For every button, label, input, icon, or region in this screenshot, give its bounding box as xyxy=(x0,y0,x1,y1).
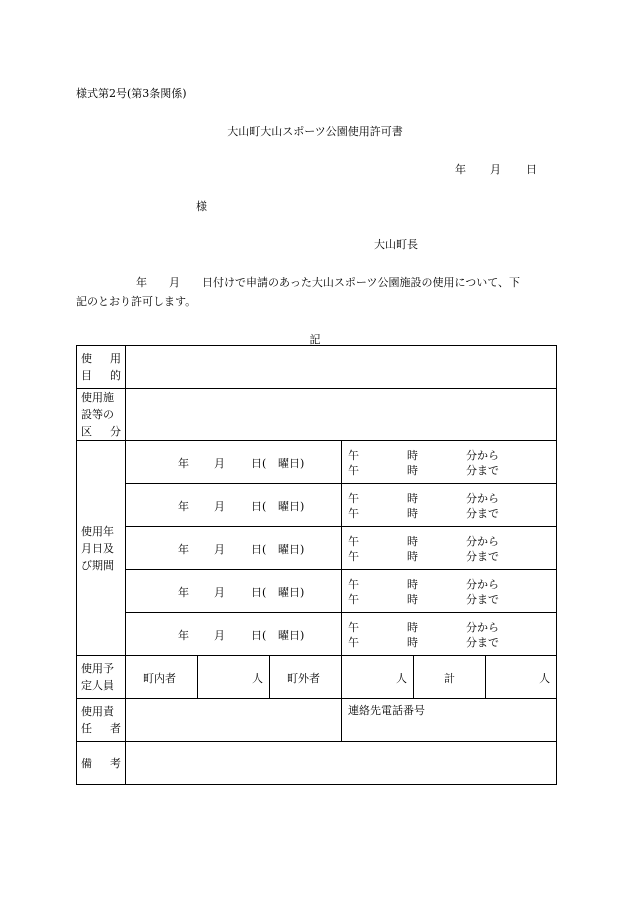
period-row xyxy=(77,441,557,484)
facility-label: 使用施 設等の 区 分 xyxy=(77,389,126,441)
period-date-cell[interactable]: 年 月 日( 曜日) xyxy=(126,527,342,570)
issue-date-day: 日 xyxy=(526,163,537,176)
in-town-label: 町内者 xyxy=(126,656,198,699)
statement-year: 年 xyxy=(136,276,147,289)
remarks-label: 備 考 xyxy=(77,742,126,785)
period-row xyxy=(77,484,557,527)
purpose-label: 使 用 目 的 xyxy=(77,346,126,389)
total-label: 計 xyxy=(414,656,486,699)
responsible-name-field[interactable] xyxy=(126,699,342,742)
issue-date-year: 年 xyxy=(455,163,466,176)
contact-phone-field[interactable] xyxy=(342,699,557,742)
period-row xyxy=(77,613,557,656)
period-date-cell[interactable]: 年 月 日( 曜日) xyxy=(126,570,342,613)
statement-month: 月 xyxy=(169,276,180,289)
period-date-cell[interactable]: 年 月 日( 曜日) xyxy=(126,613,342,656)
ki-heading: 記 xyxy=(309,333,321,346)
remarks-row xyxy=(77,742,557,785)
issuer-name: 大山町長 xyxy=(374,238,418,251)
purpose-field[interactable] xyxy=(126,346,557,389)
statement-text-line1: 日付けで申請のあった大山スポーツ公園施設の使用について、下 xyxy=(202,276,521,289)
period-row xyxy=(77,570,557,613)
addressee-suffix: 様 xyxy=(196,200,207,213)
people-row xyxy=(77,656,557,699)
period-date-cell[interactable]: 年 月 日( 曜日) xyxy=(126,484,342,527)
contact-phone-label: 連絡先電話番号 xyxy=(348,704,425,717)
permission-statement xyxy=(76,273,556,311)
issue-date-month: 月 xyxy=(490,163,501,176)
out-town-count-field[interactable]: 人 xyxy=(342,656,414,699)
period-row xyxy=(77,527,557,570)
period-time-cell[interactable]: 午 時 分から 午 時 分まで xyxy=(342,613,557,656)
responsible-label: 使用責 任 者 xyxy=(77,699,126,742)
in-town-count-field[interactable]: 人 xyxy=(198,656,270,699)
purpose-row xyxy=(77,346,557,389)
facility-row xyxy=(77,389,557,441)
out-town-label: 町外者 xyxy=(270,656,342,699)
document-title: 大山町大山スポーツ公園使用許可書 xyxy=(227,125,403,138)
form-number-label: 様式第2号(第3条関係) xyxy=(76,87,187,100)
period-label: 使用年 月日及 び期間 xyxy=(77,441,126,656)
total-count-field[interactable]: 人 xyxy=(486,656,557,699)
permit-table xyxy=(76,345,557,785)
period-time-cell[interactable]: 午 時 分から 午 時 分まで xyxy=(342,441,557,484)
responsible-row xyxy=(77,699,557,742)
facility-field[interactable] xyxy=(126,389,557,441)
period-time-cell[interactable]: 午 時 分から 午 時 分まで xyxy=(342,484,557,527)
statement-text-line2: 記のとおり許可します。 xyxy=(76,295,197,308)
people-label: 使用予 定人員 xyxy=(77,656,126,699)
period-date-cell[interactable]: 年 月 日( 曜日) xyxy=(126,441,342,484)
period-time-cell[interactable]: 午 時 分から 午 時 分まで xyxy=(342,570,557,613)
period-time-cell[interactable]: 午 時 分から 午 時 分まで xyxy=(342,527,557,570)
remarks-field[interactable] xyxy=(126,742,557,785)
